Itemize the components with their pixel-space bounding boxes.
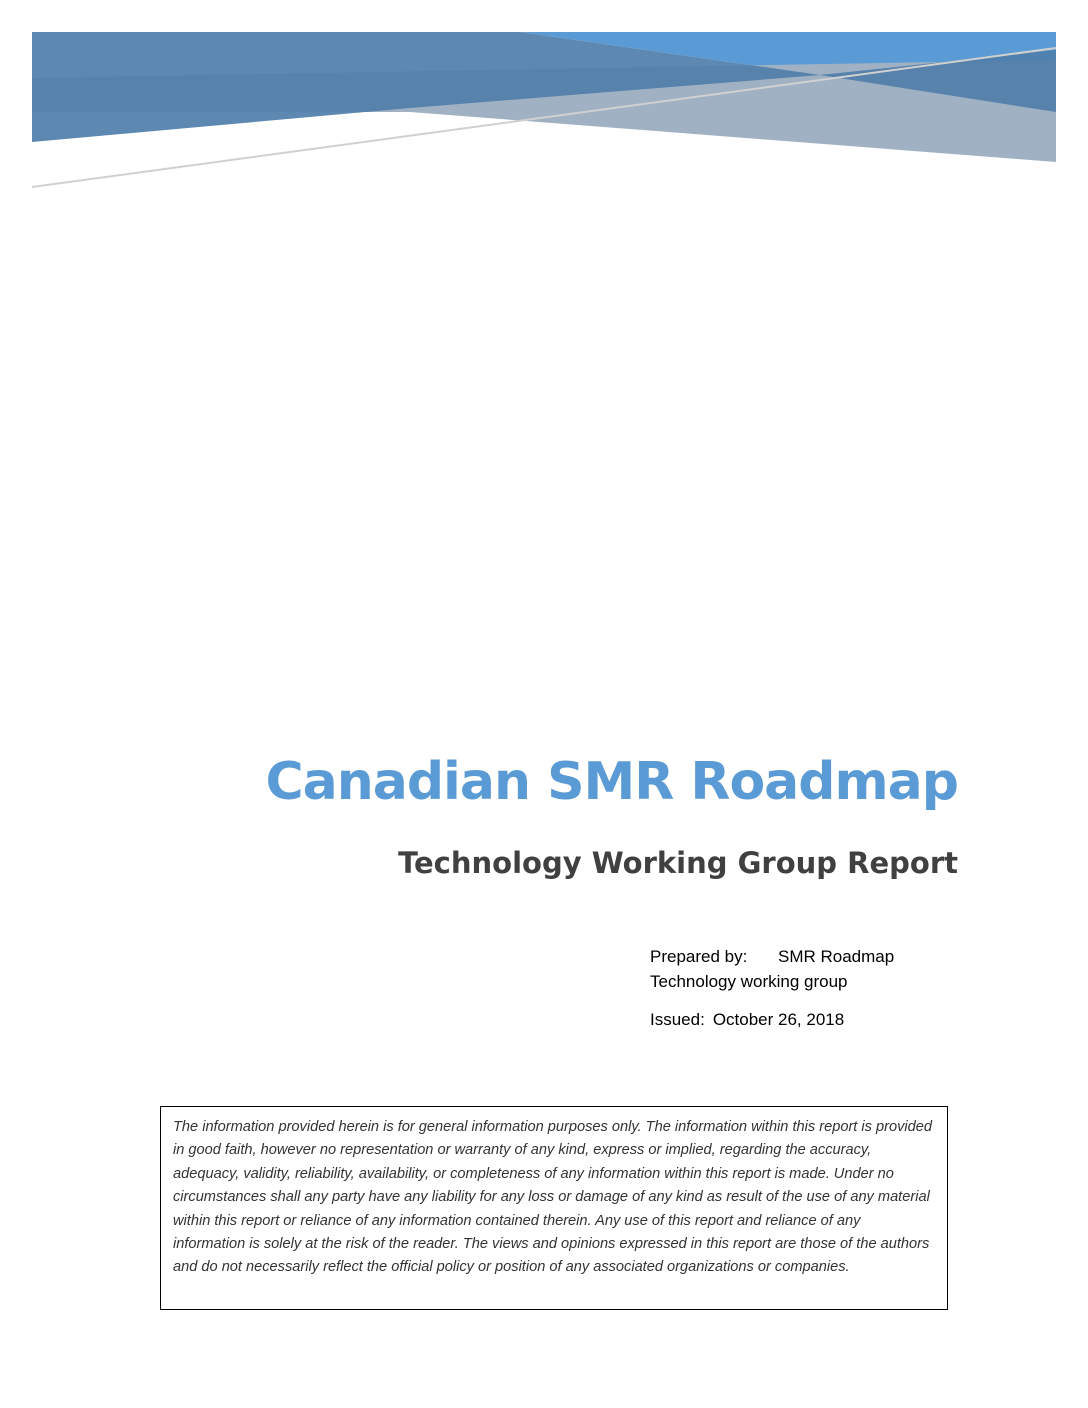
prepared-by-value-line2: Technology working group <box>650 972 848 991</box>
prepared-by-block <box>650 944 894 994</box>
disclaimer-box: The information provided herein is for general information purposes only. The information within this report is provided in good faith, however no representation or warranty of any kind, express or implied, regarding the accuracy, adequacy, validity, reliability, availability, or completeness of any information within this report is made. Under no circumstances shall any party have any liability for any loss or damage of any kind as result of the use of any material within this report or reliance of any information contained therein. Any use of this report and reliance of any information is solely at the risk of the reader. The views and opinions expressed in this report are those of the authors and do not necessarily reflect the official policy or position of any associated organizations or companies. <box>160 1106 948 1310</box>
prepared-by-value: SMR Roadmap <box>778 947 895 966</box>
issued-block <box>650 1010 844 1030</box>
issued-label: Issued: <box>650 1010 705 1029</box>
issued-date: October 26, 2018 <box>712 1010 845 1029</box>
document-title: Canadian SMR Roadmap <box>265 752 958 812</box>
prepared-by-label: Prepared by: <box>650 947 748 966</box>
header-banner-graphic <box>0 0 1088 200</box>
document-subtitle: Technology Working Group Report <box>398 846 958 880</box>
